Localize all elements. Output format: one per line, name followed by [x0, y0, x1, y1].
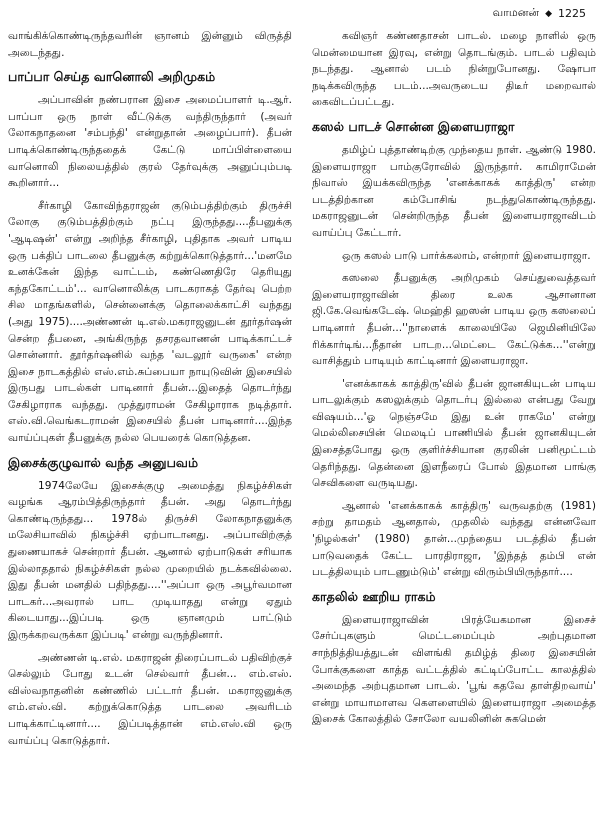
right-column — [312, 28, 596, 818]
left-paragraph-5: அண்ணன் டி.எல். மகராஜன் திரைப்பாடல் பதிவிற்குச் செல்லும் போது உடன் செல்வார் தீபன்... எம்.எஸ். விஸ்வநாதனின் கண்ணில் பட்டார் தீபன். மகராஜனுக்கு எம்.எஸ்.வி. கற்றுக்கொடுத்த பாடலை அவரிடம் பாடிக்காட்டினார்.... இப்படித்தான் எம்.எஸ்.வி ஒரு வாய்ப்பு கொடுத்தார். — [8, 651, 292, 747]
section-heading-radio-intro: பாப்பா செய்த வானொலி அறிமுகம் — [8, 69, 216, 85]
left-paragraph-3: சீர்காழி கோவிந்தராஜன் குடும்பத்திற்கும் திருச்சி லோகு குடும்பத்திற்கும் நட்பு இருந்தது....தீபனுக்கு 'ஆடிஷன்' என்று அறிந்த சீர்காழி, புதிதாக அவர் பாடிய ஒரு பக்திப் பாடலை தீபனுக்கு கற்றுக்கொடுத்தார்...'மனமே உனக்கேன் இந்த வாட்டம், கண்ணெதிரே தெரியுது கந்தகோட்டம்'... வானொலிக்கு பாடகராகத் தேர்வு பெற்ற சில மாதங்களில், சென்னைக்கு தொலைக்காட்சி வந்தது (அது 1975)....அண்ணன் டி.எல்.மகராஜனுடன் தூர்தர்ஷன் சென்ற தீபனை, அங்கிருந்த தசரதவாணன் பாடிக்காட்டச் சொன்னார். தூர்தர்ஷனில் வந்த 'வடலூர் வருகை' என்ற இசை நாடகத்தில் எஸ்.எம்.சுப்பையா நாயுடுவின் இசையில் இருபது பாடல்கள் பாடினார் தீபன்...இதைத் தொடர்ந்து சேகிழாராக வந்தது. முத்துராமன் சேகிழாராக நடித்தார். எஸ்.வி.வெங்கடராமன் இசையில் தீபன் பாடினார்....இந்த வாய்ப்புகள் தீபனுக்கு நல்ல பெயரைக் கொடுத்தன. — [8, 199, 292, 445]
section-heading-ghazal: கஸல் பாடச் சொன்ன இளையராஜா — [312, 118, 515, 134]
right-paragraph-4: கஸலை தீபனுக்கு அறிமுகம் செய்துவைத்தவர் இளையராஜாவின் திரை உலக ஆசானான ஜி.கே.வெங்கடேஷ். மெஹ்தி ஹஸன் பாடிய ஒரு கஸலைப் பாடினார் தீபன்...''நாளைக் காலையிலே ஜெமினியிலே ரிக்கார்டிங்...நீதான் பாடற...மெட்டை கேட்டுக்க...''என்று வாசித்தும் பாடியும் காட்டினார் இளையராஜா. — [312, 272, 596, 368]
page-header — [493, 6, 586, 21]
left-paragraph-2: அப்பாவின் நண்பரான இசை அமைப்பாளர் டி.ஆர். பாப்பா ஒரு நாள் வீட்டுக்கு வந்திருந்தார் (அவர் லோகநாதனை 'சம்பந்தி' என்றுதான் அழைப்பார்). தீபன் பாடிக்கொண்டிருந்ததைக் கேட்டு மாப்பிள்ளையை வானொலி நிலையத்தில் குரல் தேர்வுக்கு அனுப்பும்படி கூறினார்... — [8, 94, 292, 190]
running-title: வாமனன் — [492, 6, 540, 19]
right-paragraph-1: கவிஞர் கண்ணதாசன் பாடல். மழை நாளில் ஒரு மென்மையான இரவு, என்று தொடங்கும். பாடல் பதிவும் நடந்தது. ஆனால் படம் நின்றுபோனது. ஷோபா நடிக்கவிருந்த படம்...அவருடைய திடீர் மறைவால் கைவிடப்பட்டது. — [312, 30, 596, 109]
page-number: 1225 — [558, 7, 586, 20]
left-paragraph-4: 1974லேயே இசைக்குழு அமைத்து நிகழ்ச்சிகள் வழங்க ஆரம்பித்திருந்தார் தீபன். அது தொடர்ந்து கொண்டிருந்தது... 1978ல் திருச்சி லோகநாதனுக்கு மலேசியாவில் நிகழ்ச்சி ஏற்பாடானது. அப்பாவிற்குத் துணையாகச் சென்றார் தீபன். ஆனால் ஏற்பாடுகள் சரியாக இல்லாததால் நிகழ்ச்சிகள் நல்ல முறையில் நடக்கவில்லை. இது தீபன் மனதில் பதிந்தது....''அப்பா ஒரு அபூர்வமான பாடகர்...அவரால் பாட முடியாதது என்று ஏதும் கிடையாது...இப்படி ஒரு ஞானமும் பாட்டும் இருக்கறவருக்கா இப்படி' என்று வருந்தினார். — [8, 479, 292, 641]
right-paragraph-2: தமிழ்ப் புத்தாண்டிற்கு முந்தைய நாள். ஆண்டு 1980. இளையராஜா பாம்குரோவில் இருந்தார். காமிராமேன் நிவாஸ் இயக்கவிருந்த 'எனக்காகக் காத்திரு' என்ற படத்திற்கான கம்போசிங் நடந்துகொண்டிருந்தது. மகராஜனுடன் சென்றிருந்த தீபன் இளையராஜாவிடம் வாய்ப்பு கேட்டார். — [312, 143, 596, 239]
right-paragraph-5: 'எனக்காகக் காத்திரு'வில் தீபன் ஜானகியுடன் பாடிய பாடலுக்கும் கஸலுக்கும் தொடர்பு இல்லை என்பது வேறு விஷயம்...'ஓ நெஞ்சமே இது உன் ராகமே' என்று மெல்லிசையின் மெலடிப் பாணியில் தீபன் ஜானகியுடன் இசைத்தபோது ஒரு குளிர்ச்சியான குரலின் பனிமூட்டம் தெரிந்தது. தென்னை இளநீரைப் போல் இதமான பாங்கு செவிகளை வருடியது. — [312, 377, 596, 490]
right-paragraph-6: ஆனால் 'எனக்காகக் காத்திரு' வருவதற்கு (1981) சற்று தாமதம் ஆனதால், முதலில் வந்தது என்னவோ 'நிழல்கள்' (1980) தான்...முந்தைய படத்தில் தீபன் பாடுவதைக் கேட்ட பாரதிராஜா, 'இந்தத் தம்பி என் படத்திலயும் பாடணும்டும்' என்று விரும்பியிருந்தார்.... — [312, 499, 596, 579]
section-heading-raga: காதலில் ஊறிய ராகம் — [312, 588, 436, 604]
right-paragraph-7: இளையராஜாவின் பிரத்யேகமான இசைச் சேர்ப்புகளும் மெட்டமைப்பும் அற்புதமான சாந்நித்தியத்துடன் விளங்கி தமிழ்த் திரை இசையின் போக்குகளை காத்த வட்டத்தில் கட்டிப்போட்ட காலத்தில் அமைந்த அற்புதமான பாடல். 'பூங் கதவே தாள்திறவாய்' என்று மாயாமாளவ கௌளையில் இளையராஜா அமைத்த இசைக் கோலத்தில் சோலோ வயலினின் சுகமென் — [312, 613, 596, 726]
section-heading-troupe-experience: இசைக்குழுவால் வந்த அனுபவம் — [8, 454, 199, 470]
diamond-separator-icon: ◆ — [545, 8, 552, 19]
right-paragraph-3: ஒரு கஸல் பாடு பார்க்கலாம், என்றார் இளையராஜா. — [342, 249, 591, 262]
left-column — [8, 28, 292, 818]
left-paragraph-1: வாங்கிக்கொண்டிருந்தவரின் ஞானம் இன்னும் விருத்தி அடைந்தது. — [8, 30, 292, 59]
